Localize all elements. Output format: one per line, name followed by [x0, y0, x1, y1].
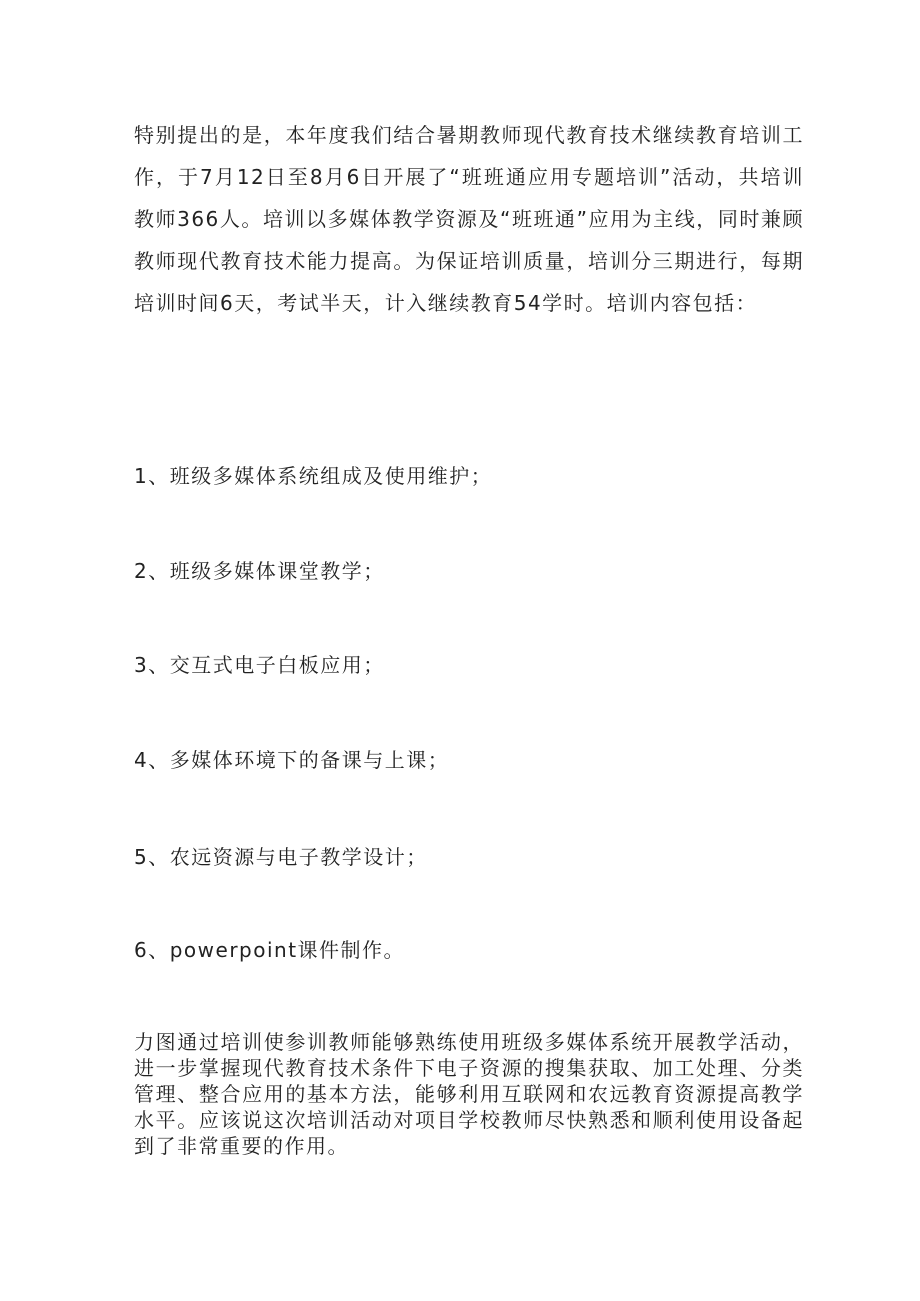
training-item-5: 5、农远资源与电子教学设计； [134, 845, 428, 869]
closing-paragraph: 力图通过培训使参训教师能够熟练使用班级多媒体系统开展教学活动，进一步掌握现代教育技术条件下电子资源的搜集获取、加工处理、分类管理、整合应用的基本方法，能够利用互联网和农远教育资源提高教学水平。应该说这次培训活动对项目学校教师尽快熟悉和顺利使用设备起到了非常重要的作用。 [134, 1030, 804, 1158]
training-item-2: 2、班级多媒体课堂教学； [134, 559, 385, 583]
intro-paragraph: 特别提出的是，本年度我们结合暑期教师现代教育技术继续教育培训工作，于7月12日至8月6日开展了“班班通应用专题培训”活动，共培训教师366人。培训以多媒体教学资源及“班班通”应用为主线，同时兼顾教师现代教育技术能力提高。为保证培训质量，培训分三期进行，每期培训时间6天，考试半天，计入继续教育54学时。培训内容包括： [134, 123, 804, 315]
training-item-4: 4、多媒体环境下的备课与上课； [134, 748, 450, 772]
training-item-3: 3、交互式电子白板应用； [134, 653, 385, 677]
training-item-1: 1、班级多媒体系统组成及使用维护； [134, 464, 493, 488]
training-item-6: 6、powerpoint课件制作。 [134, 938, 406, 962]
